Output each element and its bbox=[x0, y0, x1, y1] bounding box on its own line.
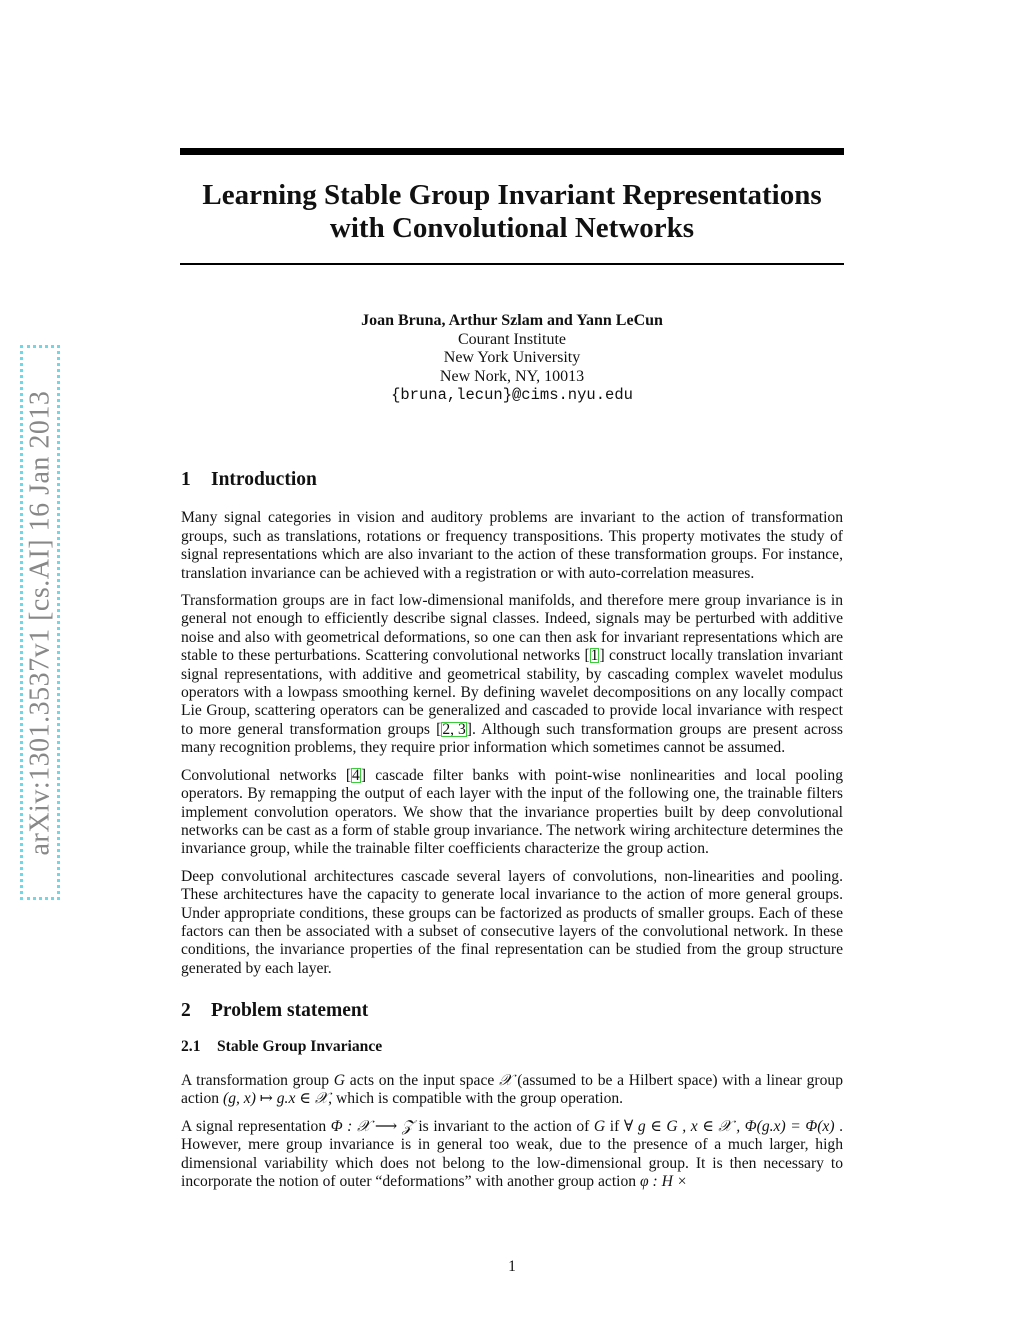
subsection-number: 2.1 bbox=[181, 1037, 201, 1055]
math-inline: G bbox=[333, 1071, 346, 1089]
paragraph-text: . However, mere group invariance is in general too weak, due to the presence of a much larger, high dimensional variability which does not belong to the low-dimensional group. It is then necessary to incorporate the notion of outer “deformations” with another group action bbox=[181, 1117, 844, 1190]
author-institute: Courant Institute bbox=[458, 330, 566, 348]
section-number: 2 bbox=[181, 1000, 191, 1022]
arxiv-identifier: arXiv:1301.3537v1 [cs.AI] 16 Jan 2013 bbox=[24, 390, 55, 855]
paragraph-text: construct locally translation invariant signal representations, with additive and geometrical stability, by cascading complex wavelet modulus operators with a lowpass smoothing kernel. By defining wavelet decompositions on any locally compact Lie Group, scattering operators can be generalized and cascaded to provide local invariance with respect to more general transformation groups bbox=[181, 647, 843, 738]
subsection-title: Stable Group Invariance bbox=[217, 1037, 383, 1055]
intro-paragraph-3: Convolutional networks [4] cascade filter banks with point-wise nonlinearities and local pooling operators. By remapping the output of each layer with the input of the following one, the trainable filters implement convolution operators. We show that the invariance properties built by deep convolutional networks can be cast as a form of stable group invariance. The network wiring architecture determines the invariance group, while the trainable filter coefficients characterize the group action. bbox=[181, 766, 843, 858]
problem-paragraph-1 bbox=[181, 1072, 843, 1109]
author-block bbox=[180, 312, 844, 405]
intro-paragraph-4: Deep convolutional architectures cascade several layers of convolutions, non-linearities and pooling. These architectures have the capacity to generate local invariance to the action of more general groups. Under appropriate conditions, these groups can be factorized as products of smaller groups. Each of these factors can then be associated with a subset of consecutive layers of the convolutional network. In these conditions, the invariance properties of the final representation can be studied from the group structure generated by each layer. bbox=[181, 867, 843, 977]
math-inline: 𝒳 bbox=[499, 1071, 513, 1089]
paper-body bbox=[181, 471, 843, 1200]
section-number: 1 bbox=[181, 469, 191, 490]
arxiv-identifier-stamp bbox=[20, 345, 60, 900]
problem-paragraph-2 bbox=[181, 1118, 843, 1192]
math-inline: ∀ g ∈ G , x ∈ 𝒳 , Φ(g.x) = Φ(x) bbox=[623, 1117, 835, 1135]
paragraph-text: Transformation groups are in fact low-dimensional manifolds, and therefore mere group invariance is in general not enough to efficiently describe signal classes. Indeed, signals may be perturbed with additive noise and also with geometrical deformations, so one can then ask for invariant representations which are stable to these perturbations. Scattering convolutional networks bbox=[181, 592, 843, 665]
author-names: Joan Bruna, Arthur Szlam and Yann LeCun bbox=[361, 312, 663, 329]
intro-paragraph-2: Transformation groups are in fact low-dimensional manifolds, and therefore mere group invariance is in general not enough to efficiently describe signal classes. Indeed, signals may be perturbed with additive noise and also with geometrical deformations, so one can then ask for invariant representations which are stable to these perturbations. Scattering convolutional networks [1] construct locally translation invariant signal representations, with additive and geometrical stability, by cascading complex wavelet modulus operators with a lowpass smoothing kernel. By defining wavelet decompositions on any locally compact Lie Group, scattering operators can be generalized and cascaded to provide local invariance with respect to more general transformation groups [2, 3]. Although such transformation groups are present across many recognition problems, they require prior information which sometimes cannot be assumed. bbox=[181, 592, 843, 757]
paragraph-text: . Although such transformation groups are present across many recognition problems, they require prior information which sometimes cannot be assumed. bbox=[181, 720, 843, 757]
section-heading-problem-statement bbox=[181, 1002, 843, 1020]
paper-title-line-1: Learning Stable Group Invariant Representations bbox=[202, 179, 822, 211]
paper-title bbox=[180, 179, 844, 245]
citation-link[interactable]: 4 bbox=[352, 766, 360, 784]
paragraph-text: (assumed to be a Hilbert space) with a linear group action bbox=[181, 1071, 843, 1108]
paragraph-text: acts on the input space bbox=[345, 1071, 500, 1089]
paragraph-text: Convolutional networks bbox=[181, 766, 346, 784]
section-heading-introduction bbox=[181, 471, 843, 489]
section-title: Introduction bbox=[211, 469, 317, 490]
title-bottom-rule bbox=[180, 263, 844, 265]
paragraph-text: A signal representation bbox=[181, 1117, 331, 1135]
paragraph-text: , which is compatible with the group operation. bbox=[328, 1090, 624, 1108]
paragraph-text: if bbox=[605, 1117, 624, 1135]
citation-link[interactable]: 1 bbox=[590, 647, 599, 665]
paragraph-text: is invariant to the action of bbox=[413, 1117, 594, 1135]
citation-link[interactable]: 2, 3 bbox=[442, 720, 466, 738]
author-address: New Nork, NY, 10013 bbox=[439, 367, 585, 385]
author-university: New York University bbox=[443, 349, 581, 366]
subsection-heading-stable-group-invariance bbox=[181, 1038, 843, 1056]
math-inline: φ : H × bbox=[640, 1173, 688, 1190]
page-number: 1 bbox=[508, 1258, 516, 1275]
paragraph-text: cascade filter banks with point-wise nonlinearities and local pooling operators. By remapping the output of each layer with the input of the following one, the trainable filters implement convolution operators. We show that the invariance properties built by deep convolutional networks can be cast as a form of stable group invariance. The network wiring architecture determines the invariance group, while the trainable filter coefficients characterize the group action. bbox=[181, 766, 843, 858]
math-inline: (g, x) ↦ g.x ∈ 𝒳 bbox=[223, 1090, 329, 1108]
author-email: {bruna,lecun}@cims.nyu.edu bbox=[391, 386, 633, 404]
paragraph-text: A transformation group bbox=[181, 1071, 334, 1089]
math-inline: Φ : 𝒳 ⟶ 𝒵 bbox=[330, 1117, 414, 1135]
title-top-rule bbox=[180, 148, 844, 155]
section-title: Problem statement bbox=[211, 1000, 369, 1022]
paper-title-line-2: with Convolutional Networks bbox=[329, 212, 695, 244]
math-inline: G bbox=[593, 1117, 606, 1135]
intro-paragraph-1: Many signal categories in vision and auditory problems are invariant to the action of transformation groups, such as translations, rotations or frequency transpositions. This property motivates the study of signal representations which are also invariant to the action of these transformation groups. For instance, translation invariance can be achieved with a registration or with auto-correlation measures. bbox=[181, 509, 843, 582]
